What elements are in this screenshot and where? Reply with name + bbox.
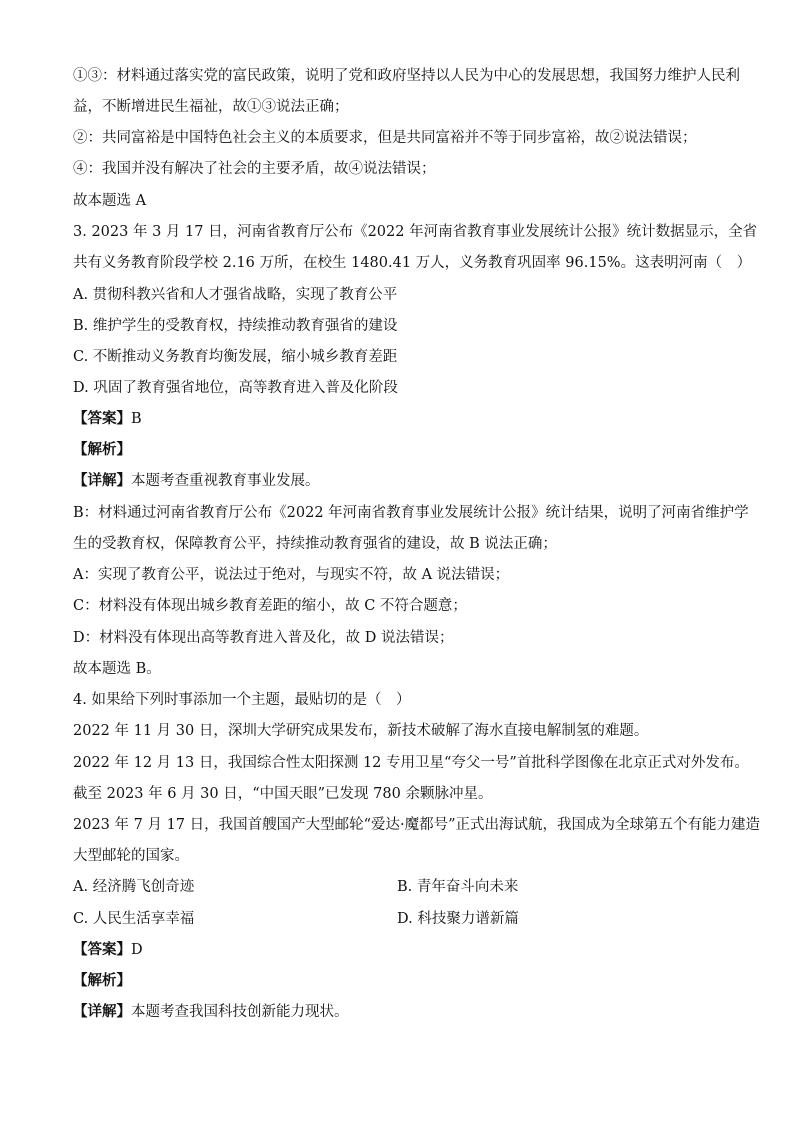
- answer-value: D: [131, 942, 143, 958]
- explain-line: D：材料没有体现出高等教育进入普及化，故 D 说法错误；: [73, 630, 454, 646]
- explain-line: B：材料通过河南省教育厅公布《2022 年河南省教育事业发展统计公报》统计结果，说明了河南省维护学: [73, 505, 749, 521]
- analysis-line: [73, 440, 734, 460]
- event-line: 2022 年 12 月 13 日，我国综合性太阳探测 12 专用卫星“夸父一号”首批科学图像在北京正式对外发布。: [73, 755, 749, 771]
- option-a: A. 经济腾飞创奇迹: [73, 879, 195, 895]
- analysis-tag: 【解析】: [73, 972, 131, 989]
- text-line: ④：我国并没有解决了社会的主要矛盾，故④说法错误；: [73, 161, 436, 177]
- text-line: 故本题选 A: [73, 193, 147, 209]
- answer-line: [73, 940, 734, 960]
- option-d: D. 巩固了教育强省地位，高等教育进入普及化阶段: [73, 380, 398, 396]
- detail-text: 本题考查重视教育事业发展。: [131, 473, 320, 489]
- detail-line: [73, 471, 734, 491]
- explain-line: 故本题选 B。: [73, 661, 161, 677]
- event-line: 截至 2023 年 6 月 30 日，“中国天眼”已发现 780 余颗脉冲星。: [73, 786, 493, 802]
- question-3-stem: 共有义务教育阶段学校 2.16 万所，在校生 1480.41 万人，义务教育巩固率 96.15%。这表明河南（ ）: [73, 255, 752, 271]
- option-b: B. 维护学生的受教育权，持续推动教育强省的建设: [73, 318, 398, 334]
- answer-value: B: [131, 411, 142, 427]
- answer-tag: 【答案】: [73, 941, 131, 958]
- option-b: B. 青年奋斗向未来: [397, 879, 519, 895]
- question-4-stem: 4. 如果给下列时事添加一个主题，最贴切的是（ ）: [73, 692, 411, 708]
- question-3-stem: 3. 2023 年 3 月 17 日，河南省教育厅公布《2022 年河南省教育事业发展统计公报》统计数据显示，全省: [73, 224, 758, 240]
- event-line: 2022 年 11 月 30 日，深圳大学研究成果发布，新技术破解了海水直接电解制氢的难题。: [73, 723, 649, 739]
- detail-tag: 【详解】: [73, 472, 131, 489]
- option-d: D. 科技聚力谱新篇: [397, 911, 519, 927]
- detail-text: 本题考查我国科技创新能力现状。: [131, 1004, 349, 1020]
- event-line: 2023 年 7 月 17 日，我国首艘国产大型邮轮“爱达·魔都号”正式出海试航，我国成为全球第五个有能力建造: [73, 817, 761, 833]
- detail-line: [73, 1002, 734, 1022]
- option-c: C. 人民生活享幸福: [73, 911, 195, 927]
- answer-tag: 【答案】: [73, 410, 131, 427]
- analysis-tag: 【解析】: [73, 441, 131, 458]
- explain-line: C：材料没有体现出城乡教育差距的缩小，故 C 不符合题意；: [73, 598, 467, 614]
- text-line: 益，不断增进民生福祉，故①③说法正确；: [73, 99, 349, 115]
- option-c: C. 不断推动义务教育均衡发展，缩小城乡教育差距: [73, 349, 398, 365]
- text-line: ①③：材料通过落实党的富民政策，说明了党和政府坚持以人民为中心的发展思想，我国努力维护人民利: [73, 68, 740, 84]
- analysis-line: [73, 971, 734, 991]
- answer-line: [73, 409, 734, 429]
- text-line: ②：共同富裕是中国特色社会主义的本质要求，但是共同富裕并不等于同步富裕，故②说法错误；: [73, 130, 697, 146]
- explain-line: A：实现了教育公平，说法过于绝对，与现实不符，故 A 说法错误；: [73, 567, 510, 583]
- detail-tag: 【详解】: [73, 1003, 131, 1020]
- explain-line: 生的受教育权，保障教育公平，持续推动教育强省的建设，故 B 说法正确；: [73, 536, 557, 552]
- option-a: A. 贯彻科教兴省和人才强省战略，实现了教育公平: [73, 287, 398, 303]
- event-line: 大型邮轮的国家。: [73, 848, 189, 864]
